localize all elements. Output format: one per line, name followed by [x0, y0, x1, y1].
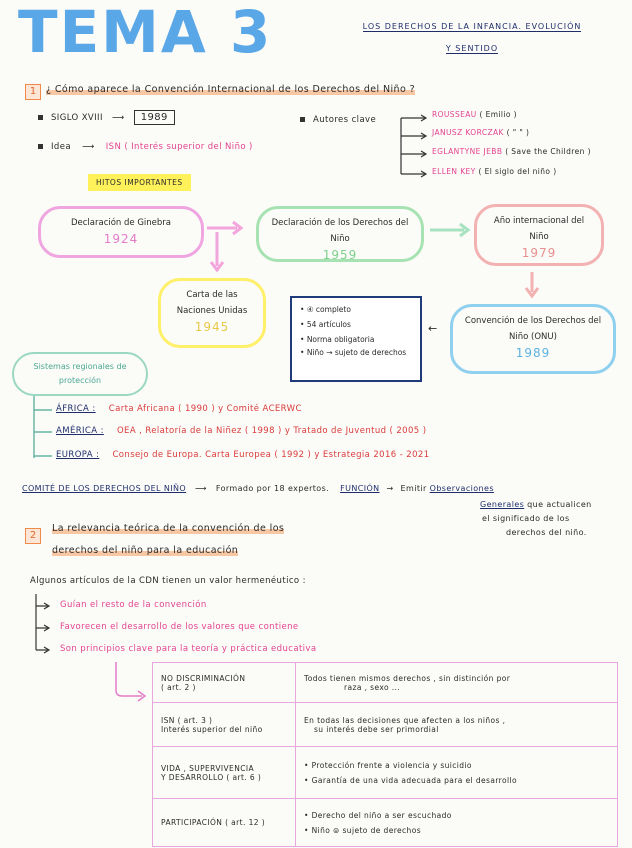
regiones-branch-icon — [28, 396, 58, 466]
hito-year: 1945 — [194, 320, 230, 334]
section-2-intro: Algunos artículos de la CDN tienen un valor hermenéutico : — [30, 576, 306, 586]
table-row — [153, 799, 618, 847]
point-text: Niño → sujeto de derechos — [306, 348, 407, 357]
autores-label: Autores clave — [313, 115, 377, 125]
table-row — [153, 663, 618, 703]
cell-line: • Garantía de una vida adecuada para el desarrollo — [304, 775, 517, 785]
arrow-down-icon — [522, 270, 542, 300]
cell-line: ISN ( art. 3 ) — [161, 715, 213, 725]
autor-name: ELLEN KEY — [432, 167, 476, 176]
convencion-points-box — [290, 296, 422, 382]
table-cell-right — [296, 799, 618, 847]
arrow-right-icon: ⟶ — [111, 113, 125, 123]
table-cell-right — [296, 747, 618, 799]
section-2-point-3: Son principios clave para la teoría y práctica educativa — [60, 644, 317, 654]
hito-text: Declaración de los Derechos del Niño — [271, 218, 409, 244]
cell-line: En todas las decisiones que afecten a los niños , — [304, 715, 506, 725]
comite-text: Formado por 18 expertos. — [215, 484, 330, 493]
subtitle-line-1: LOS DERECHOS DE LA INFANCIA. EVOLUCIÓN — [362, 22, 582, 31]
siglo-year: 1989 — [134, 110, 175, 125]
cell-line: VIDA , SUPERVIVENCIA — [161, 763, 254, 773]
hito-carta-naciones-unidas — [158, 278, 266, 348]
section-1-question — [46, 84, 415, 95]
page-subtitle — [322, 16, 622, 60]
idea-row — [38, 142, 253, 152]
convencion-point: • 54 artículos — [300, 320, 351, 329]
arrow-to-table-icon — [112, 660, 152, 706]
section-number-1: 1 — [25, 84, 41, 100]
section-2-point-2: Favorecen el desarrollo de los valores que contiene — [60, 622, 299, 632]
cell-line: • Derecho del niño a ser escuchado — [304, 810, 452, 820]
funcion-label: FUNCIÓN — [340, 484, 380, 493]
table-cell-right — [296, 663, 618, 703]
section-2-title-line-2: derechos del niño para la educación — [52, 545, 239, 556]
comite-label: COMITÉ DE LOS DERECHOS DEL NIÑO — [22, 484, 187, 493]
autor-note: ( Save the Children ) — [505, 147, 591, 156]
subtitle-line-2: Y SENTIDO — [445, 44, 499, 53]
table-row — [153, 747, 618, 799]
cell-line: raza , sexo ... — [344, 682, 401, 692]
arrow-icon — [428, 222, 472, 238]
table-cell-left — [153, 747, 296, 799]
region-text: OEA , Relatoría de la Niñez ( 1998 ) y Tratado de Juventud ( 2005 ) — [116, 426, 427, 436]
region-america — [56, 426, 426, 436]
cell-line: NO DISCRIMINACIÓN — [161, 673, 246, 683]
hito-text: Carta de las Naciones Unidas — [176, 290, 248, 316]
table-row — [153, 703, 618, 747]
hito-declaracion-1959 — [256, 206, 424, 262]
arrow-right-icon: → — [386, 484, 394, 493]
convencion-point: • Norma obligatoria — [300, 335, 375, 344]
cell-line: Y DESARROLLO ( art. 6 ) — [161, 772, 262, 782]
funcion-text: que actualicen — [527, 500, 592, 509]
cell-line: Interés superior del niño — [161, 724, 263, 734]
region-name: AMÉRICA : — [56, 426, 104, 436]
autores-branch-icon — [395, 112, 435, 182]
hito-text: Año internacional del Niño — [493, 216, 585, 242]
idea-label: Idea — [51, 142, 71, 152]
autor-3 — [432, 147, 591, 156]
autores-label-row — [300, 115, 376, 125]
region-name: EUROPA : — [56, 450, 100, 460]
section-2-point-1: Guían el resto de la convención — [60, 600, 207, 610]
hito-ano-internacional — [474, 204, 604, 266]
comite-row — [22, 484, 494, 493]
hitos-label: HITOS IMPORTANTES — [88, 174, 191, 191]
hito-text: Declaración de Ginebra — [70, 218, 172, 228]
sistemas-regionales-box: Sistemas regionales de protección — [12, 352, 148, 396]
hito-text: Convención de los Derechos del Niño (ONU) — [464, 316, 602, 342]
table-cell-right — [296, 703, 618, 747]
cell-line: ( art. 2 ) — [161, 682, 196, 692]
arrow-icon — [205, 220, 247, 280]
autor-note: ( El siglo del niño ) — [478, 167, 557, 176]
bullet-icon — [300, 117, 305, 122]
question-text: ¿ Cómo aparece la Convención Internacional de los Derechos del Niño ? — [46, 84, 416, 95]
autor-name: EGLANTYNE JEBB — [432, 147, 503, 156]
convencion-point: • Niño → sujeto de derechos — [300, 348, 407, 357]
arrow-right-icon: ⟶ — [82, 142, 95, 152]
cell-line: • Protección frente a violencia y suicidio — [304, 760, 472, 770]
siglo-label: SIGLO XVIII — [51, 113, 103, 123]
region-text: Carta Africana ( 1990 ) y Comité ACERWC — [108, 404, 302, 414]
siglo-row — [38, 112, 175, 123]
autor-2 — [432, 128, 529, 137]
points-branch-icon — [30, 594, 54, 660]
point-text: 54 artículos — [306, 320, 351, 329]
autor-4 — [432, 167, 557, 176]
autor-name: ROUSSEAU — [432, 110, 477, 119]
cell-line: Todos tienen mismos derechos , sin distinción por — [304, 673, 511, 683]
hito-year: 1979 — [521, 246, 557, 260]
section-number-2: 2 — [25, 528, 41, 544]
page-title: TEMA 3 — [18, 0, 273, 66]
point-text: Norma obligatoria — [306, 335, 375, 344]
point-text: ④ completo — [306, 305, 351, 314]
funcion-generales: Generales — [480, 500, 525, 509]
hito-ginebra — [38, 206, 204, 258]
cell-line: PARTICIPACIÓN ( art. 12 ) — [161, 818, 266, 827]
convencion-point: • ④ completo — [300, 305, 351, 314]
bullet-icon — [38, 115, 43, 120]
funcion-line-2 — [480, 500, 592, 509]
hito-year: 1959 — [322, 248, 358, 262]
cell-line: • Niño ⊜ sujeto de derechos — [304, 825, 422, 835]
section-2-title-line-1: La relevancia teórica de la convención de los — [52, 523, 285, 534]
table-cell-left — [153, 703, 296, 747]
funcion-observaciones: Observaciones — [429, 484, 494, 493]
principles-table — [152, 662, 618, 847]
table-cell-left — [153, 663, 296, 703]
table-cell-left — [153, 799, 296, 847]
region-text: Consejo de Europa. Carta Europea ( 1992 ) y Estrategia 2016 - 2021 — [112, 450, 430, 460]
region-africa — [56, 404, 302, 414]
region-name: ÁFRICA : — [56, 404, 96, 414]
idea-value: ISN ( Interés superior del Niño ) — [105, 142, 253, 152]
cell-line: su interés debe ser primordial — [314, 724, 439, 734]
hito-year: 1924 — [103, 232, 139, 246]
hito-convencion-1989 — [450, 304, 616, 374]
hito-year: 1989 — [515, 346, 551, 360]
funcion-line-3: el significado de los — [482, 514, 570, 523]
bullet-icon — [38, 144, 43, 149]
autor-name: JANUSZ KORCZAK — [432, 128, 504, 137]
autor-note: ( Emilio ) — [479, 110, 517, 119]
autor-1 — [432, 110, 517, 119]
section-2-title — [52, 518, 284, 562]
arrow-right-icon: ⟶ — [195, 484, 207, 493]
arrow-left-icon: ← — [428, 322, 438, 335]
autor-note: ( " " ) — [506, 128, 530, 137]
region-europa — [56, 450, 430, 460]
funcion-text: Emitir — [400, 484, 427, 493]
funcion-line-4: derechos del niño. — [506, 528, 587, 537]
